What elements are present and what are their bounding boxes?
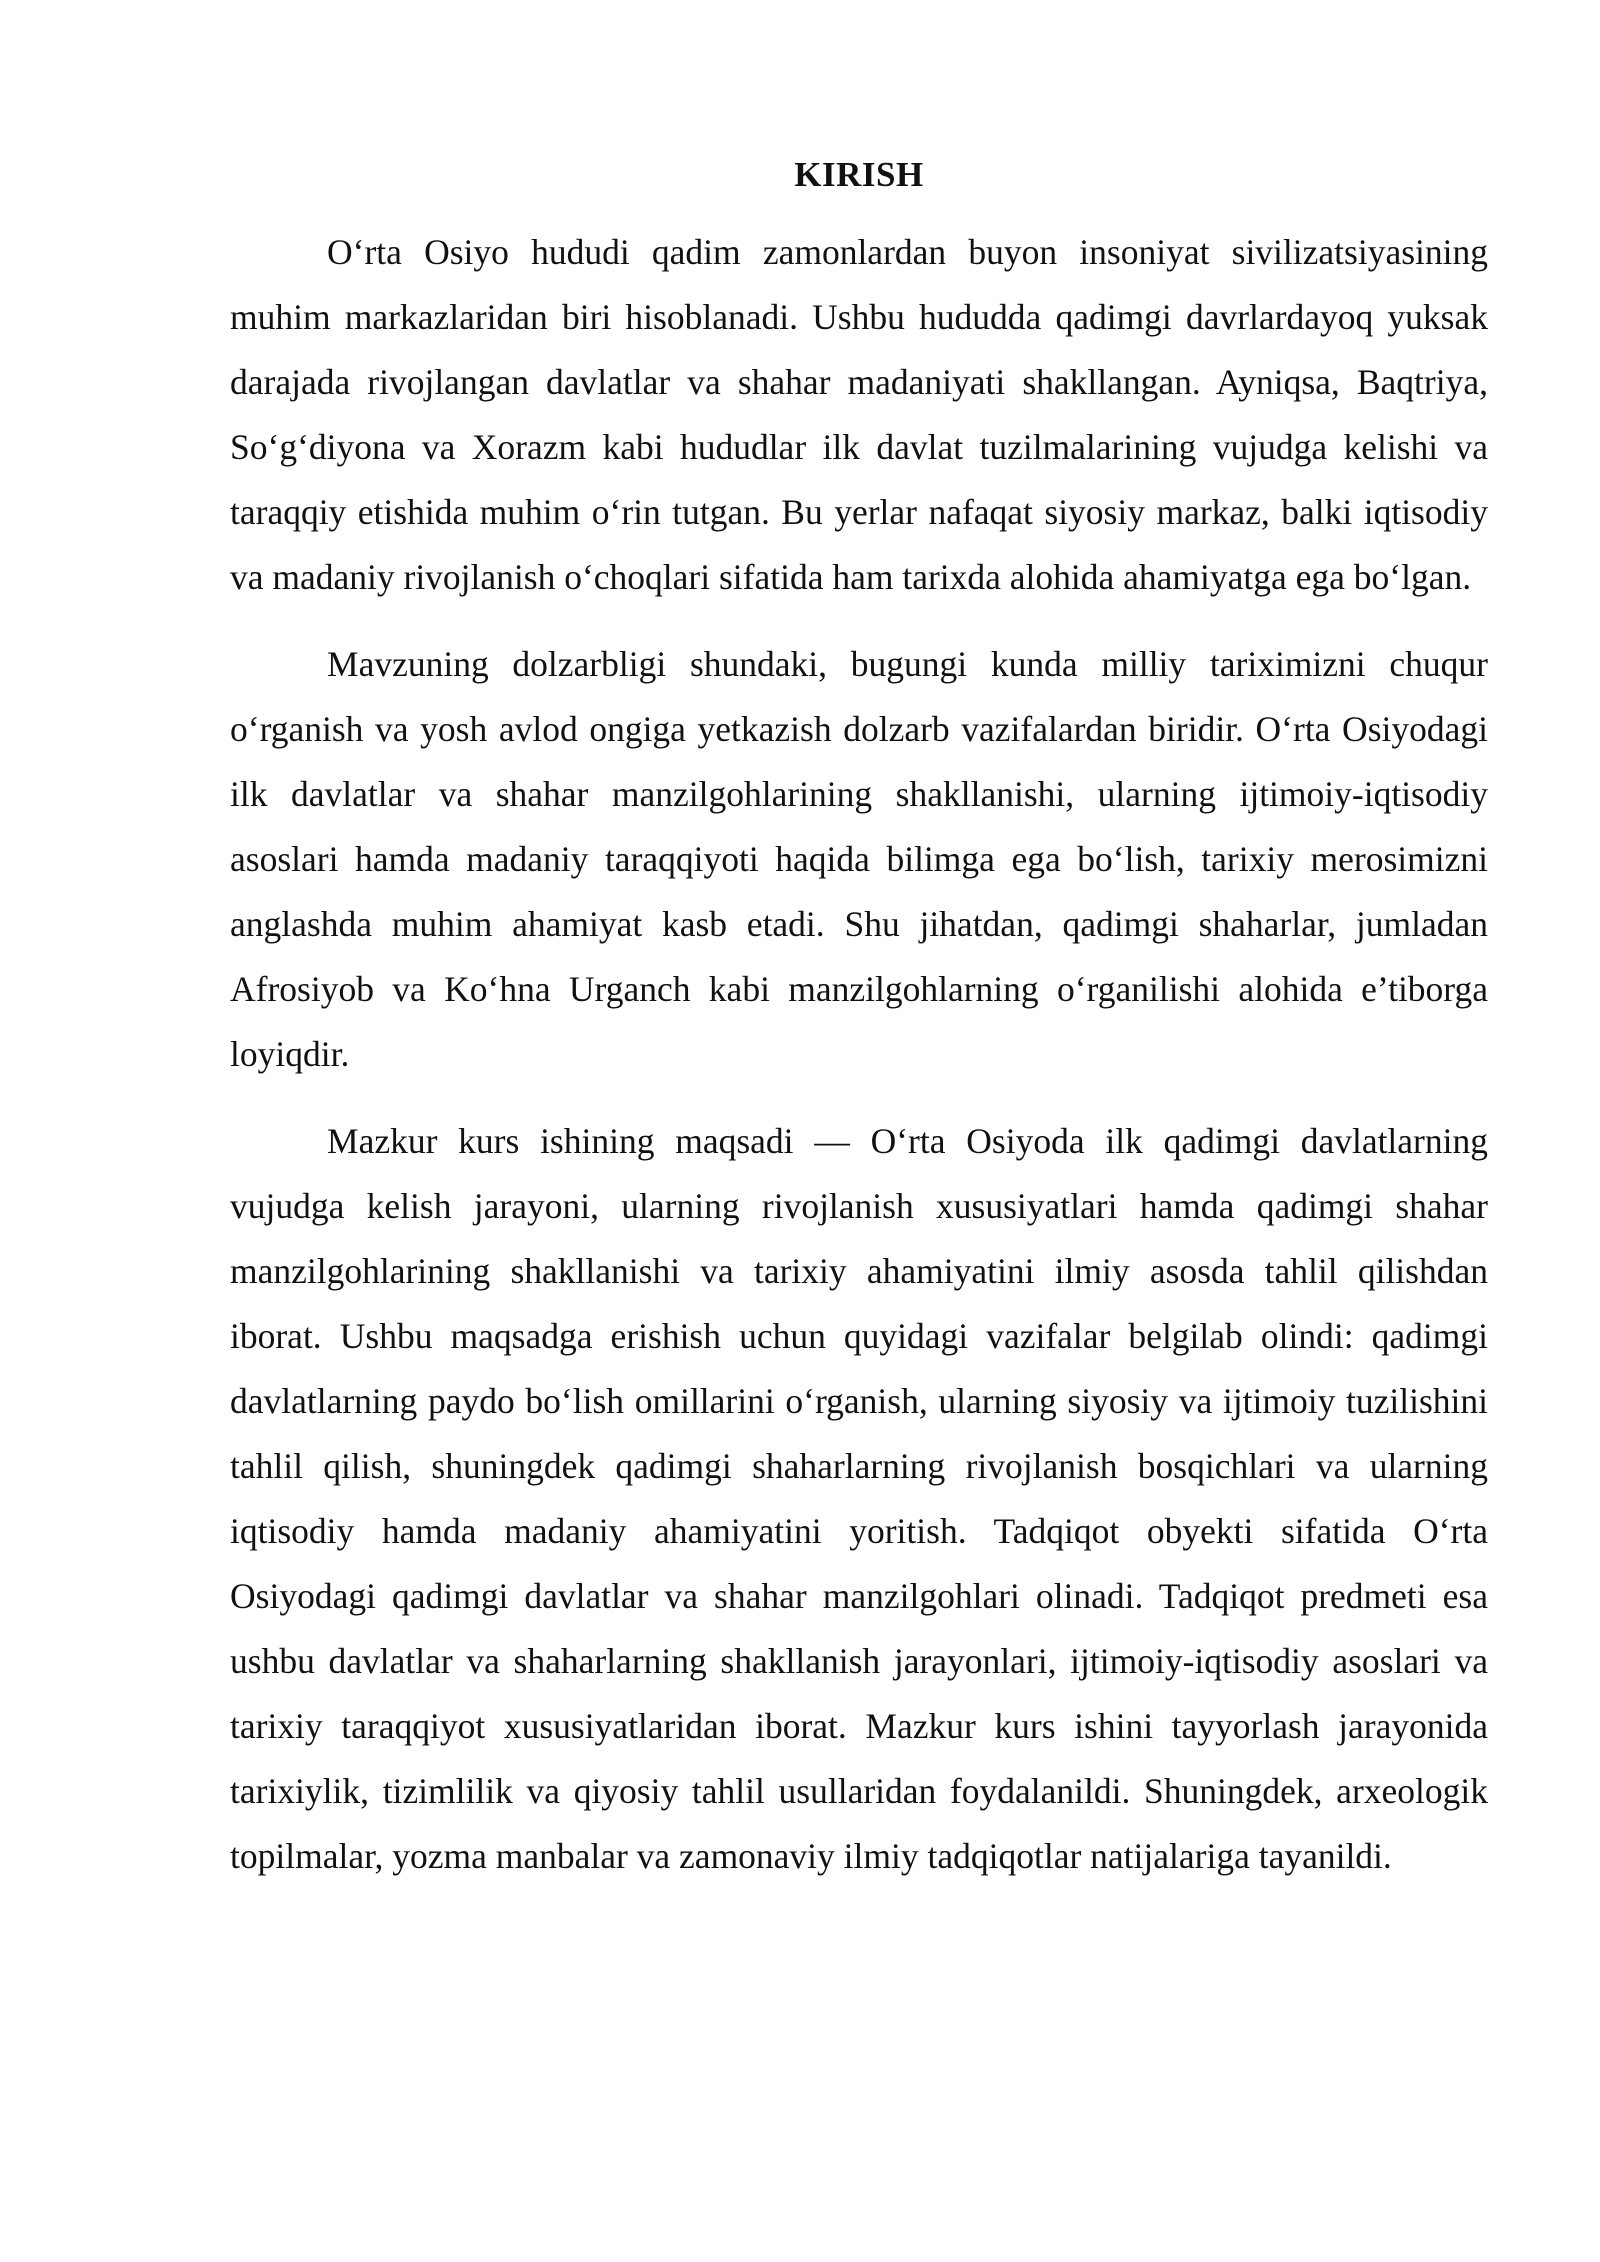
paragraph-relevance: Mavzuning dolzarbligi shundaki, bugungi kunda milliy tariximizni chuqur o‘rganish va yosh avlod ongiga yetkazish dolzarb vazifalardan biridir. O‘rta Osiyodagi ilk davlatlar va shahar manzilgohlarining shakllanishi, ularning ijtimoiy-iqtisodiy asoslari hamda madaniy taraqqiyoti haqida bilimga ega bo‘lish, tarixiy merosimizni anglashda muhim ahamiyat kasb etadi. Shu jihatdan, qadimgi shaharlar, jumladan Afrosiyob va Ko‘hna Urganch kabi manzilgohlarning o‘rganilishi alohida e’tiborga loyiqdir.: [230, 644, 1488, 1074]
section-title: KIRISH: [794, 155, 924, 194]
paragraph-intro: O‘rta Osiyo hududi qadim zamonlardan buyon insoniyat sivilizatsiyasining muhim markazlaridan biri hisoblanadi. Ushbu hududda qadimgi davrlardayoq yuksak darajada rivojlangan davlatlar va shahar madaniyati shakllangan. Ayniqsa, Baqtriya, So‘g‘diyona va Xorazm kabi hududlar ilk davlat tuzilmalarining vujudga kelishi va taraqqiy etishida muhim o‘rin tutgan. Bu yerlar nafaqat siyosiy markaz, balki iqtisodiy va madaniy rivojlanish o‘choqlari sifatida ham tarixda alohida ahamiyatga ega bo‘lgan.: [230, 232, 1488, 597]
paragraph-purpose: Mazkur kurs ishining maqsadi — O‘rta Osiyoda ilk qadimgi davlatlarning vujudga kelish jarayoni, ularning rivojlanish xususiyatlari hamda qadimgi shahar manzilgohlarining shakllanishi va tarixiy ahamiyatini ilmiy asosda tahlil qilishdan iborat. Ushbu maqsadga erishish uchun quyidagi vazifalar belgilab olindi: qadimgi davlatlarning paydo bo‘lish omillarini o‘rganish, ularning siyosiy va ijtimoiy tuzilishini tahlil qilish, shuningdek qadimgi shaharlarning rivojlanish bosqichlari va ularning iqtisodiy hamda madaniy ahamiyatini yoritish. Tadqiqot obyekti sifatida O‘rta Osiyodagi qadimgi davlatlar va shahar manzilgohlari olinadi. Tadqiqot predmeti esa ushbu davlatlar va shaharlarning shakllanish jarayonlari, ijtimoiy-iqtisodiy asoslari va tarixiy taraqqiyot xususiyatlaridan iborat. Mazkur kurs ishini tayyorlash jarayonida tarixiylik, tizimlilik va qiyosiy tahlil usullaridan foydalanildi. Shuningdek, arxeologik topilmalar, yozma manbalar va zamonaviy ilmiy tadqiqotlar natijalariga tayanildi.: [230, 1121, 1488, 1876]
document-page: [230, 150, 1488, 1911]
